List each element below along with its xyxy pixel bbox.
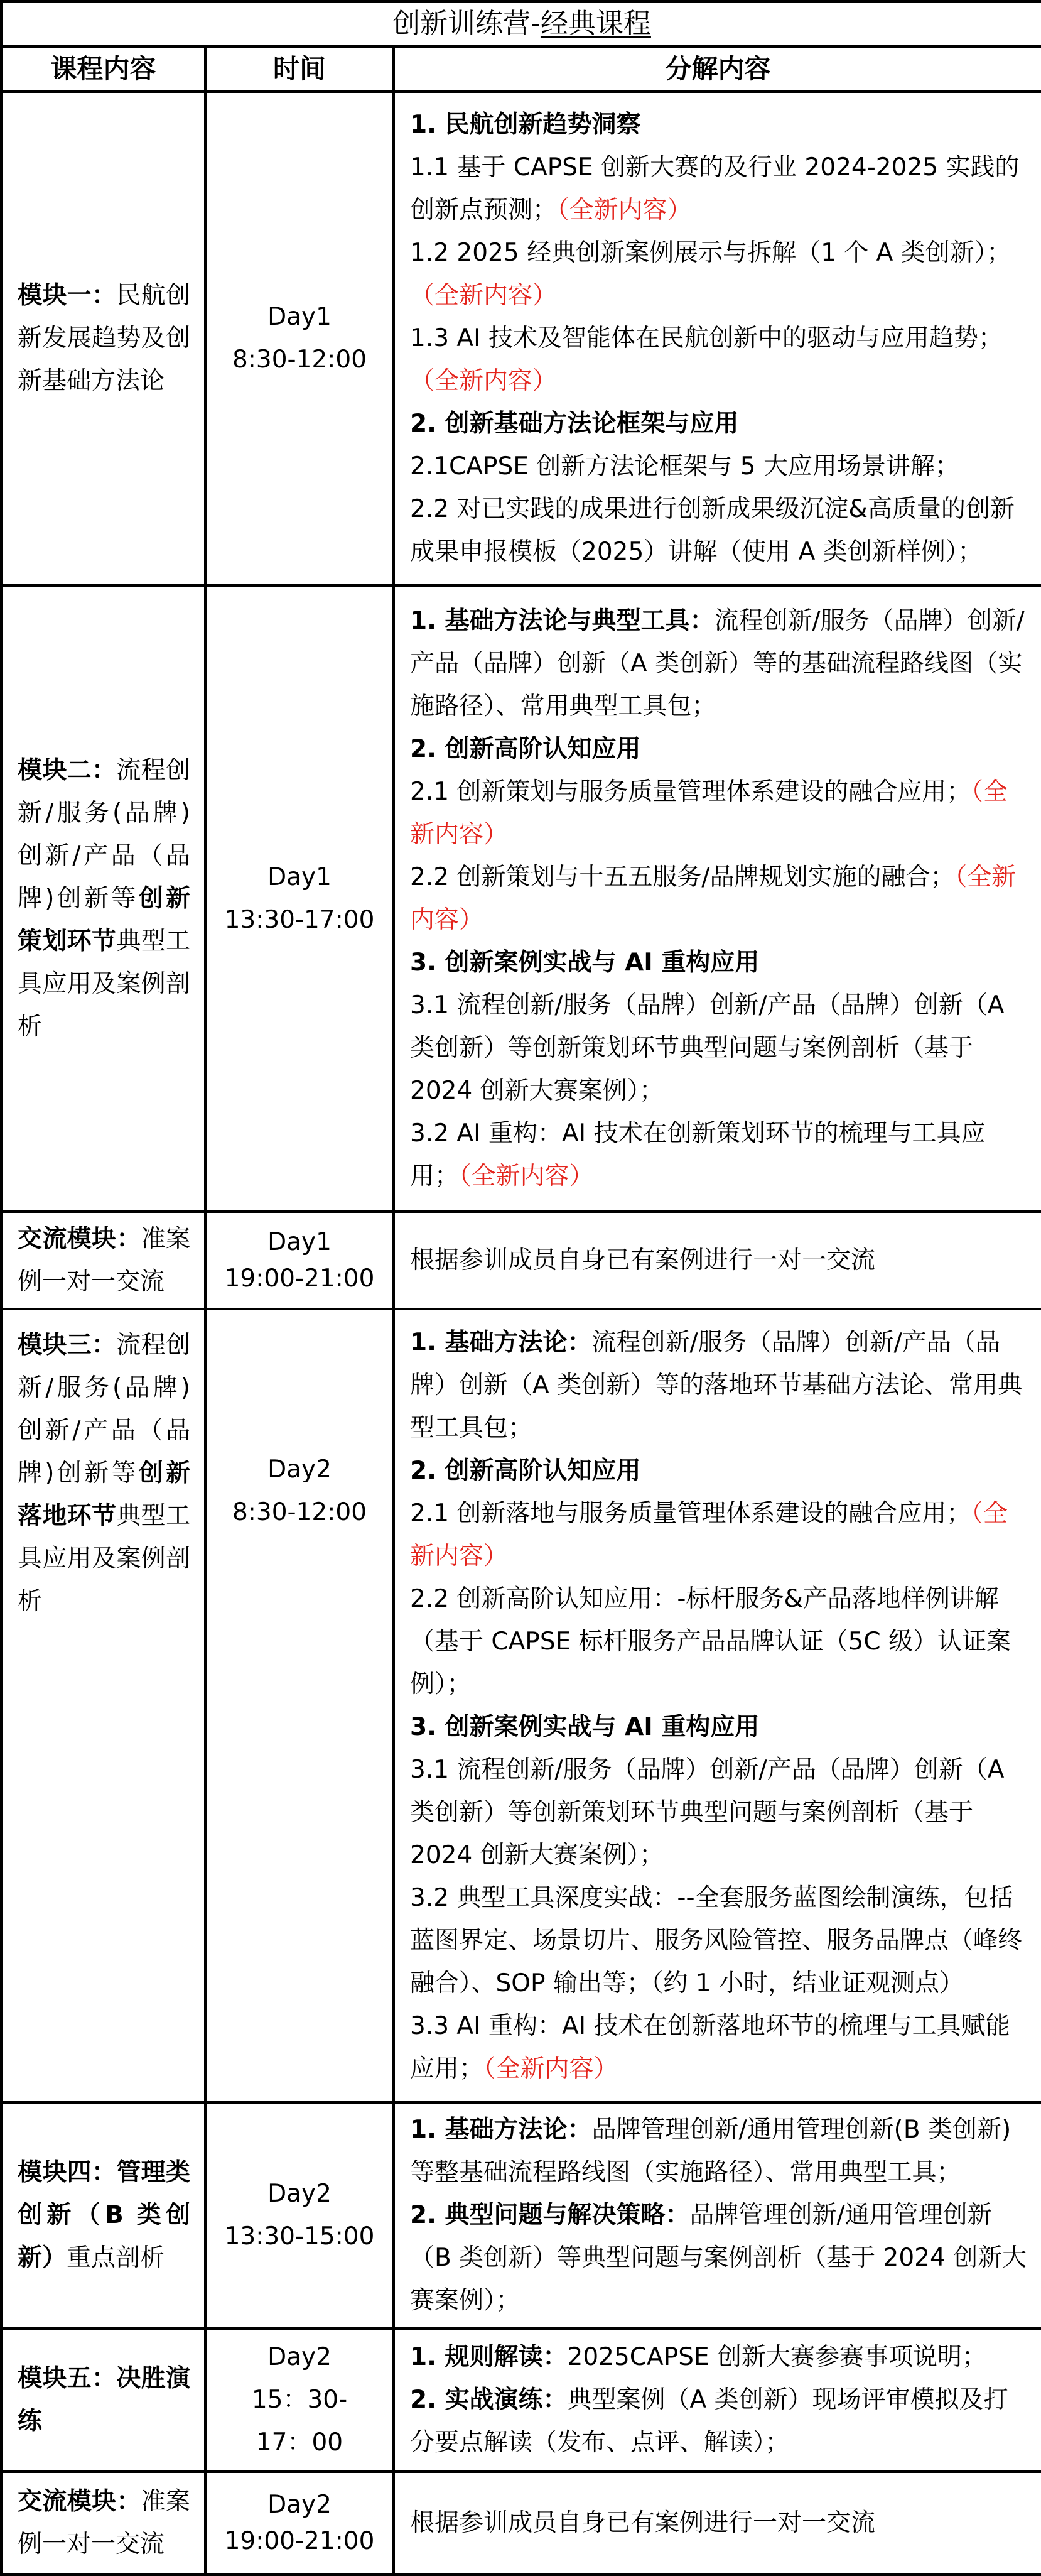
time-cell: Day2 8:30-12:00 [205,1309,394,2102]
header-time: 时间 [205,46,394,92]
new-content-tag: （全新内容） [410,777,1008,849]
time-cell: Day1 8:30-12:00 [205,92,394,585]
module-cell: 交流模块：准案例一对一交流 [1,1212,205,1309]
detail-cell: 1. 规则解读：2025CAPSE 创新大赛参赛事项说明； 2. 实战演练：典型案例（A 类创新）现场评审模拟及打分要点解读（发布、点评、解读）； [394,2329,1041,2472]
new-content-tag: （全新内容） [557,196,692,224]
detail-cell: 根据参训成员自身已有案例进行一对一交流 [394,1212,1041,1309]
detail-cell: 1. 民航创新趋势洞察 1.1 基于 CAPSE 创新大赛的及行业 2024-2025 实践的创新点预测；（全新内容） 1.2 2025 经典创新案例展示与拆解（1 个 A 类创新）；（全新内容） 1.3 AI 技术及智能体在民航创新中的驱动与应用趋势；（全新内容） 2. 创新基础方法论框架与应用 2.1CAPSE 创新方法论框架与 5 大应用场景讲解； 2.2 对已实践的成果进行创新成果级沉淀&高质量的创新成果申报模板（2025）讲解（使用 A 类创新样例）； [394,92,1041,585]
title-underlined: 经典课程 [540,8,651,40]
table-row [1,2472,1041,2575]
title-row [1,1,1041,46]
time-cell: Day1 13:30-17:00 [205,585,394,1212]
new-content-tag: （全新内容） [410,367,558,395]
new-content-tag: （全新内容） [459,1161,594,1190]
module-cell: 模块四：管理类创新（B 类创新）重点剖析 [1,2102,205,2329]
module-cell: 交流模块：准案例一对一交流 [1,2472,205,2575]
table-title [1,1,1041,46]
title-prefix: 创新训练营- [392,8,541,40]
new-content-tag: （全新内容） [410,1499,1008,1570]
module-cell: 模块二：流程创新/服务(品牌)创新/产品（品牌)创新等创新策划环节典型工具应用及案例剖析 [1,585,205,1212]
header-row [1,46,1041,92]
table-row [1,2329,1041,2472]
time-cell: Day2 15：30-17：00 [205,2329,394,2472]
detail-cell: 1. 基础方法论：流程创新/服务（品牌）创新/产品（品牌）创新（A 类创新）等的落地环节基础方法论、常用典型工具包； 2. 创新高阶认知应用 2.1 创新落地与服务质量管理体系建设的融合应用；（全新内容） 2.2 创新高阶认知应用：-标杆服务&产品落地样例讲解（基于 CAPSE 标杆服务产品品牌认证（5C 级）认证案例）； 3. 创新案例实战与 AI 重构应用 3.1 流程创新/服务（品牌）创新/产品（品牌）创新（A 类创新）等创新策划环节典型问题与案例剖析（基于 2024 创新大赛案例）； 3.2 典型工具深度实战：--全套服务蓝图绘制演练，包括蓝图界定、场景切片、服务风险管控、服务品牌点（峰终融合）、SOP 输出等；（约 1 小时，结业证观测点） 3.3 AI 重构：AI 技术在创新落地环节的梳理与工具赋能应用；（全新内容） [394,1309,1041,2102]
new-content-tag: （全新内容） [483,2054,618,2083]
table-row [1,1212,1041,1309]
new-content-tag: （全新内容） [410,281,558,310]
table-row [1,585,1041,1212]
detail-cell: 1. 基础方法论与典型工具：流程创新/服务（品牌）创新/产品（品牌）创新（A 类创新）等的基础流程路线图（实施路径）、常用典型工具包； 2. 创新高阶认知应用 2.1 创新策划与服务质量管理体系建设的融合应用；（全新内容） 2.2 创新策划与十五五服务/品牌规划实施的融合；（全新内容） 3. 创新案例实战与 AI 重构应用 3.1 流程创新/服务（品牌）创新/产品（品牌）创新（A 类创新）等创新策划环节典型问题与案例剖析（基于 2024 创新大赛案例）； 3.2 AI 重构：AI 技术在创新策划环节的梳理与工具应用；（全新内容） [394,585,1041,1212]
module-cell: 模块三：流程创新/服务(品牌)创新/产品（品牌)创新等创新落地环节典型工具应用及案例剖析 [1,1309,205,2102]
table-row [1,1309,1041,2102]
detail-cell: 1. 基础方法论：品牌管理创新/通用管理创新(B 类创新)等整基础流程路线图（实施路径）、常用典型工具； 2. 典型问题与解决策略：品牌管理创新/通用管理创新（B 类创新）等典型问题与案例剖析（基于 2024 创新大赛案例）； [394,2102,1041,2329]
table-row [1,92,1041,585]
time-cell: Day1 19:00-21:00 [205,1212,394,1309]
time-cell: Day2 13:30-15:00 [205,2102,394,2329]
time-cell: Day2 19:00-21:00 [205,2472,394,2575]
table-row [1,2102,1041,2329]
module-cell: 模块一：民航创新发展趋势及创新基础方法论 [1,92,205,585]
header-course-content: 课程内容 [1,46,205,92]
module-cell: 模块五：决胜演练 [1,2329,205,2472]
detail-cell: 根据参训成员自身已有案例进行一对一交流 [394,2472,1041,2575]
header-breakdown: 分解内容 [394,46,1041,92]
new-content-tag: （全新内容） [410,862,1017,934]
